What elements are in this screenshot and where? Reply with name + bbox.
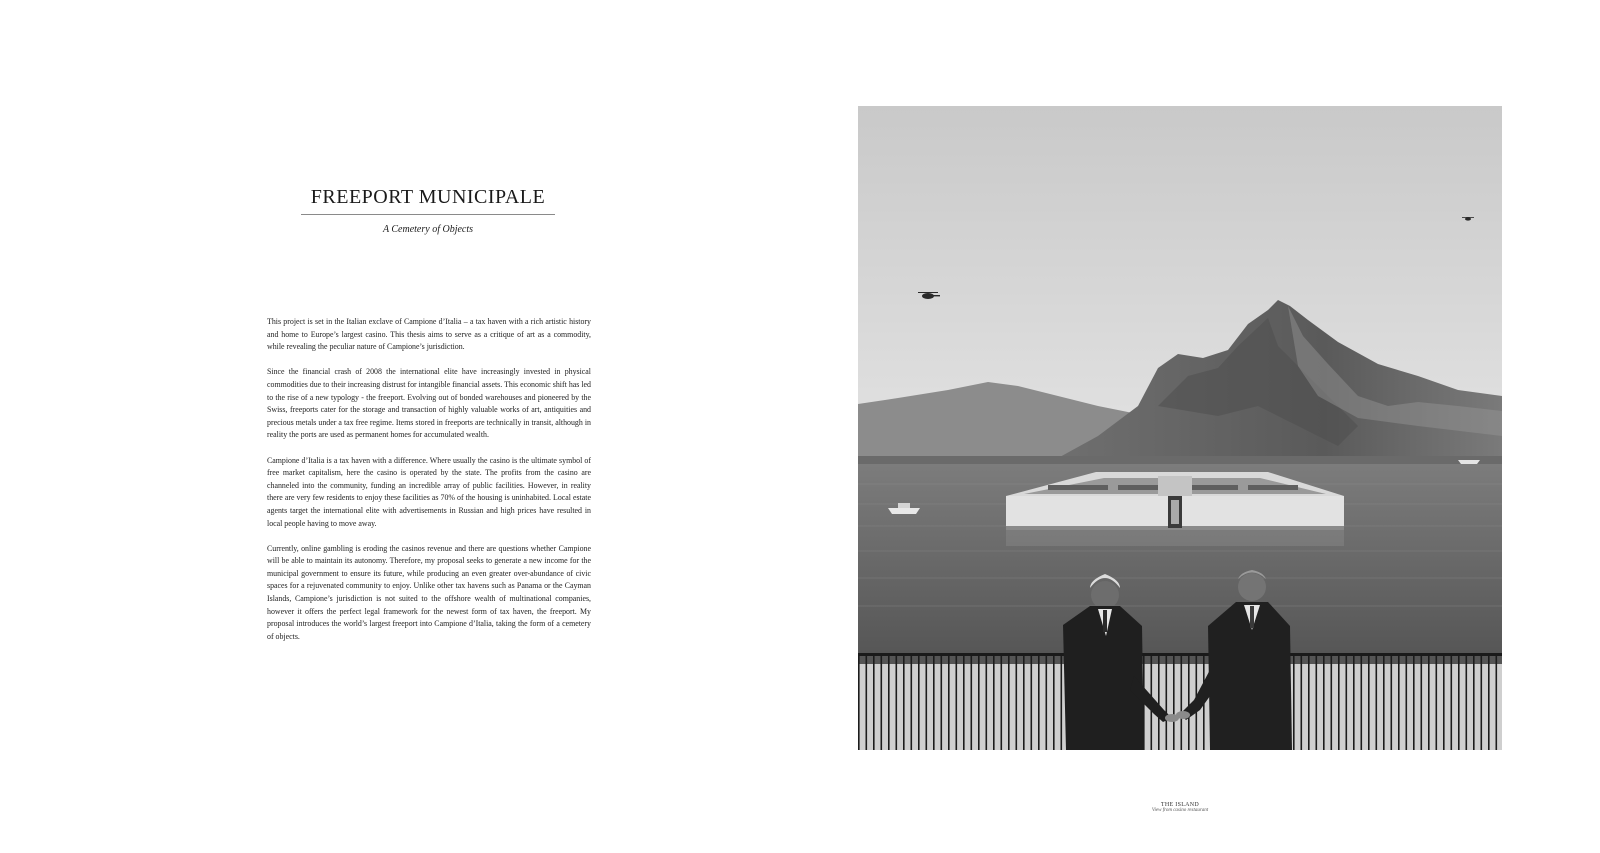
boat-right	[1458, 460, 1480, 464]
title-block	[301, 186, 555, 235]
photo-caption	[1100, 802, 1260, 813]
island-photo	[858, 106, 1502, 750]
body-text	[267, 316, 591, 656]
railing	[858, 656, 1502, 750]
caption-title: THE ISLAND	[1160, 802, 1200, 808]
paragraph-1: This project is set in the Italian exclave of Campione d’Italia – a tax haven with a rich artistic history and home to Europe’s largest casino. This thesis aims to serve as a critique of art as a commodity, while revealing the peculiar nature of Campione’s jurisdiction.	[267, 317, 591, 352]
caption-subtitle: View from casino restaurant	[1151, 808, 1209, 813]
railing-top-bar	[858, 653, 1502, 656]
page-title: FREEPORT MUNICIPALE	[301, 186, 555, 215]
right-page	[800, 0, 1600, 853]
page-subtitle: A Cemetery of Objects	[382, 224, 474, 235]
paragraph-3: Campione d’Italia is a tax haven with a difference. Where usually the casino is the ultimate symbol of free market capitalism, here the casino is operated by the state. The profits from the casino are channeled into the community, funding an incredible array of public facilities. However, in reality there are very few residents to enjoy these facilities as 70% of the housing is uninhabited. Local estate agents target the international elite with advertisements in Russian and high prices have resulted in local people having to move away.	[267, 455, 591, 528]
paragraph-2: Since the financial crash of 2008 the international elite have increasingly invested in physical commodities due to their increasing distrust for intangible financial assets. This economic shift has led to the rise of a new typology - the freeport. Evolving out of bonded warehouses and pioneered by the Swiss, freeports cater for the storage and transaction of highly valuable works of art, antiquities and precious metals under a tax free regime. Items stored in freeports are technically in transit, although in reality the ports are used as permanent homes for accumulated wealth.	[267, 367, 591, 440]
paragraph-4: Currently, online gambling is eroding the casinos revenue and there are questions whether Campione will be able to maintain its autonomy. Therefore, my proposal seeks to generate a new income for the municipal government to ensure its future, while producing an even greater over-abundance of civic spaces for a rejuvenated community to enjoy. Unlike other tax havens such as Panama or the Cayman Islands, Campione’s jurisdiction is not suited to the offshore wealth of multinational companies, however it offers the perfect legal framework for the newest form of tax haven, the freeport. My proposal introduces the world’s largest freeport into Campione d’Italia, taking the form of a cemetery of objects.	[267, 543, 591, 641]
island-photo-illustration	[858, 106, 1502, 750]
